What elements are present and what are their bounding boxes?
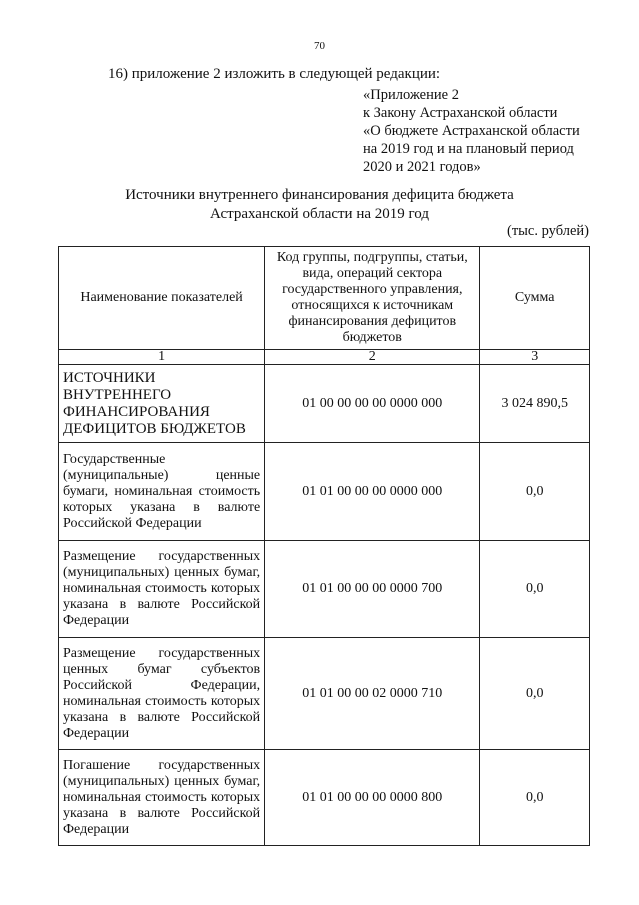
amendment-instruction: 16) приложение 2 изложить в следующей редакции: [108, 66, 441, 82]
header-sum: Сумма [480, 247, 590, 350]
row-code: 01 01 00 00 00 0000 800 [265, 750, 480, 846]
row-sum: 3 024 890,5 [480, 365, 590, 443]
row-sum: 0,0 [480, 541, 590, 638]
appendix-line: «О бюджете Астраханской области [363, 123, 580, 139]
appendix-line: к Закону Астраханской области [363, 105, 558, 121]
column-number: 3 [480, 350, 590, 365]
table-row [59, 638, 590, 750]
table-header-row [59, 247, 590, 350]
row-name: ИСТОЧНИКИ ВНУТРЕННЕГО ФИНАНСИРОВАНИЯ ДЕФИЦИТОВ БЮДЖЕТОВ [59, 365, 265, 443]
column-number: 2 [265, 350, 480, 365]
row-sum: 0,0 [480, 638, 590, 750]
units-note: (тыс. рублей) [507, 223, 589, 239]
row-sum: 0,0 [480, 443, 590, 541]
table-title-line: Источники внутреннего финансирования дефицита бюджета [125, 187, 514, 203]
row-code: 01 00 00 00 00 0000 000 [265, 365, 480, 443]
table-title [0, 186, 639, 224]
column-number: 1 [59, 350, 265, 365]
column-number-row [59, 350, 590, 365]
row-code: 01 01 00 00 00 0000 000 [265, 443, 480, 541]
appendix-line: на 2019 год и на плановый период [363, 141, 574, 157]
header-code: Код группы, подгруппы, статьи, вида, операций сектора государственного управления, относящихся к источникам финансирования дефицитов бюджетов [265, 247, 480, 350]
row-name: Размещение государственных ценных бумаг субъектов Российской Федерации, номинальная стоимость которых указана в валюте Российской Федерации [59, 638, 265, 750]
row-sum: 0,0 [480, 750, 590, 846]
table-row [59, 541, 590, 638]
page-number: 70 [314, 40, 325, 52]
row-name: Размещение государственных (муниципальных) ценных бумаг, номинальная стоимость которых указана в валюте Российской Федерации [59, 541, 265, 638]
appendix-line: 2020 и 2021 годов» [363, 159, 481, 175]
appendix-reference [363, 86, 580, 176]
row-code: 01 01 00 00 00 0000 700 [265, 541, 480, 638]
row-name: Государственные (муниципальные) ценные бумаги, номинальная стоимость которых указана в валюте Российской Федерации [59, 443, 265, 541]
header-name: Наименование показателей [59, 247, 265, 350]
row-code: 01 01 00 00 02 0000 710 [265, 638, 480, 750]
financing-sources-table [58, 246, 590, 846]
table-title-line: Астраханской области на 2019 год [209, 206, 430, 222]
table-row [59, 443, 590, 541]
row-name: Погашение государственных (муниципальных) ценных бумаг, номинальная стоимость которых указана в валюте Российской Федерации [59, 750, 265, 846]
table-row [59, 750, 590, 846]
table-row [59, 365, 590, 443]
appendix-line: «Приложение 2 [363, 87, 459, 103]
